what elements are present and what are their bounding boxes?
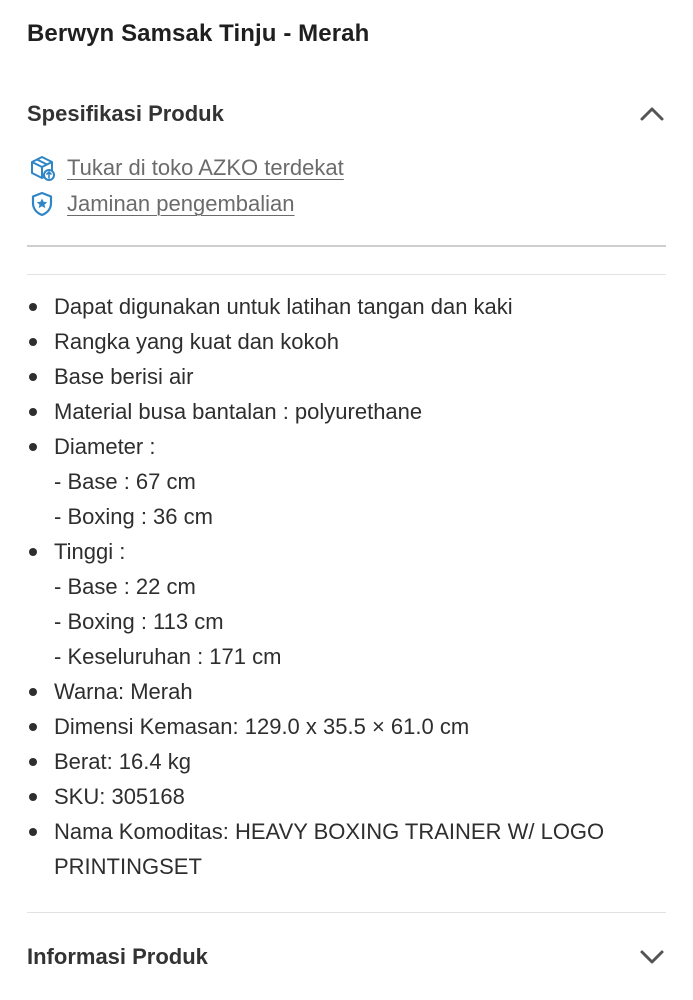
divider: [27, 912, 666, 913]
store-exchange-link-row[interactable]: [27, 152, 344, 184]
spec-sub-item: - Boxing : 113 cm: [54, 609, 224, 634]
spec-item: Rangka yang kuat dan kokoh: [27, 324, 667, 359]
box-exchange-icon: [27, 153, 57, 183]
spec-item: Base berisi air: [27, 359, 667, 394]
store-exchange-link[interactable]: Tukar di toko AZKO terdekat: [67, 155, 344, 180]
spec-item: Berat: 16.4 kg: [27, 744, 667, 779]
spec-item: Material busa bantalan : polyurethane: [27, 394, 667, 429]
spec-item: SKU: 305168: [27, 779, 667, 814]
spec-sub-item: - Boxing : 36 cm: [54, 504, 213, 529]
return-guarantee-link-row[interactable]: [27, 188, 295, 220]
spec-item: Warna: Merah: [27, 674, 667, 709]
spec-sub-item: - Base : 67 cm: [54, 469, 196, 494]
spec-sub-item: - Keseluruhan : 171 cm: [54, 644, 282, 669]
info-section-label: Informasi Produk: [27, 944, 208, 969]
divider: [27, 274, 666, 275]
spec-item: Diameter : - Base : 67 cm - Boxing : 36 cm: [27, 429, 667, 534]
spec-section-header[interactable]: [27, 97, 667, 131]
spec-list: [27, 289, 667, 884]
spec-item: Nama Komoditas: HEAVY BOXING TRAINER W/ LOGO PRINTINGSET: [27, 814, 667, 884]
spec-sub-item: - Base : 22 cm: [54, 574, 196, 599]
return-guarantee-link[interactable]: Jaminan pengembalian: [67, 191, 295, 216]
spec-item: Dimensi Kemasan: 129.0 x 35.5 × 61.0 cm: [27, 709, 667, 744]
shield-star-icon: [27, 189, 57, 219]
spec-section-label: Spesifikasi Produk: [27, 101, 224, 126]
product-title: Berwyn Samsak Tinju - Merah: [27, 20, 370, 47]
spec-item: Dapat digunakan untuk latihan tangan dan kaki: [27, 289, 667, 324]
chevron-up-icon[interactable]: [637, 99, 667, 129]
divider: [27, 245, 666, 247]
spec-item: Tinggi : - Base : 22 cm - Boxing : 113 cm - Keseluruhan : 171 cm: [27, 534, 667, 674]
chevron-down-icon[interactable]: [637, 942, 667, 972]
info-section-header[interactable]: [27, 940, 667, 974]
